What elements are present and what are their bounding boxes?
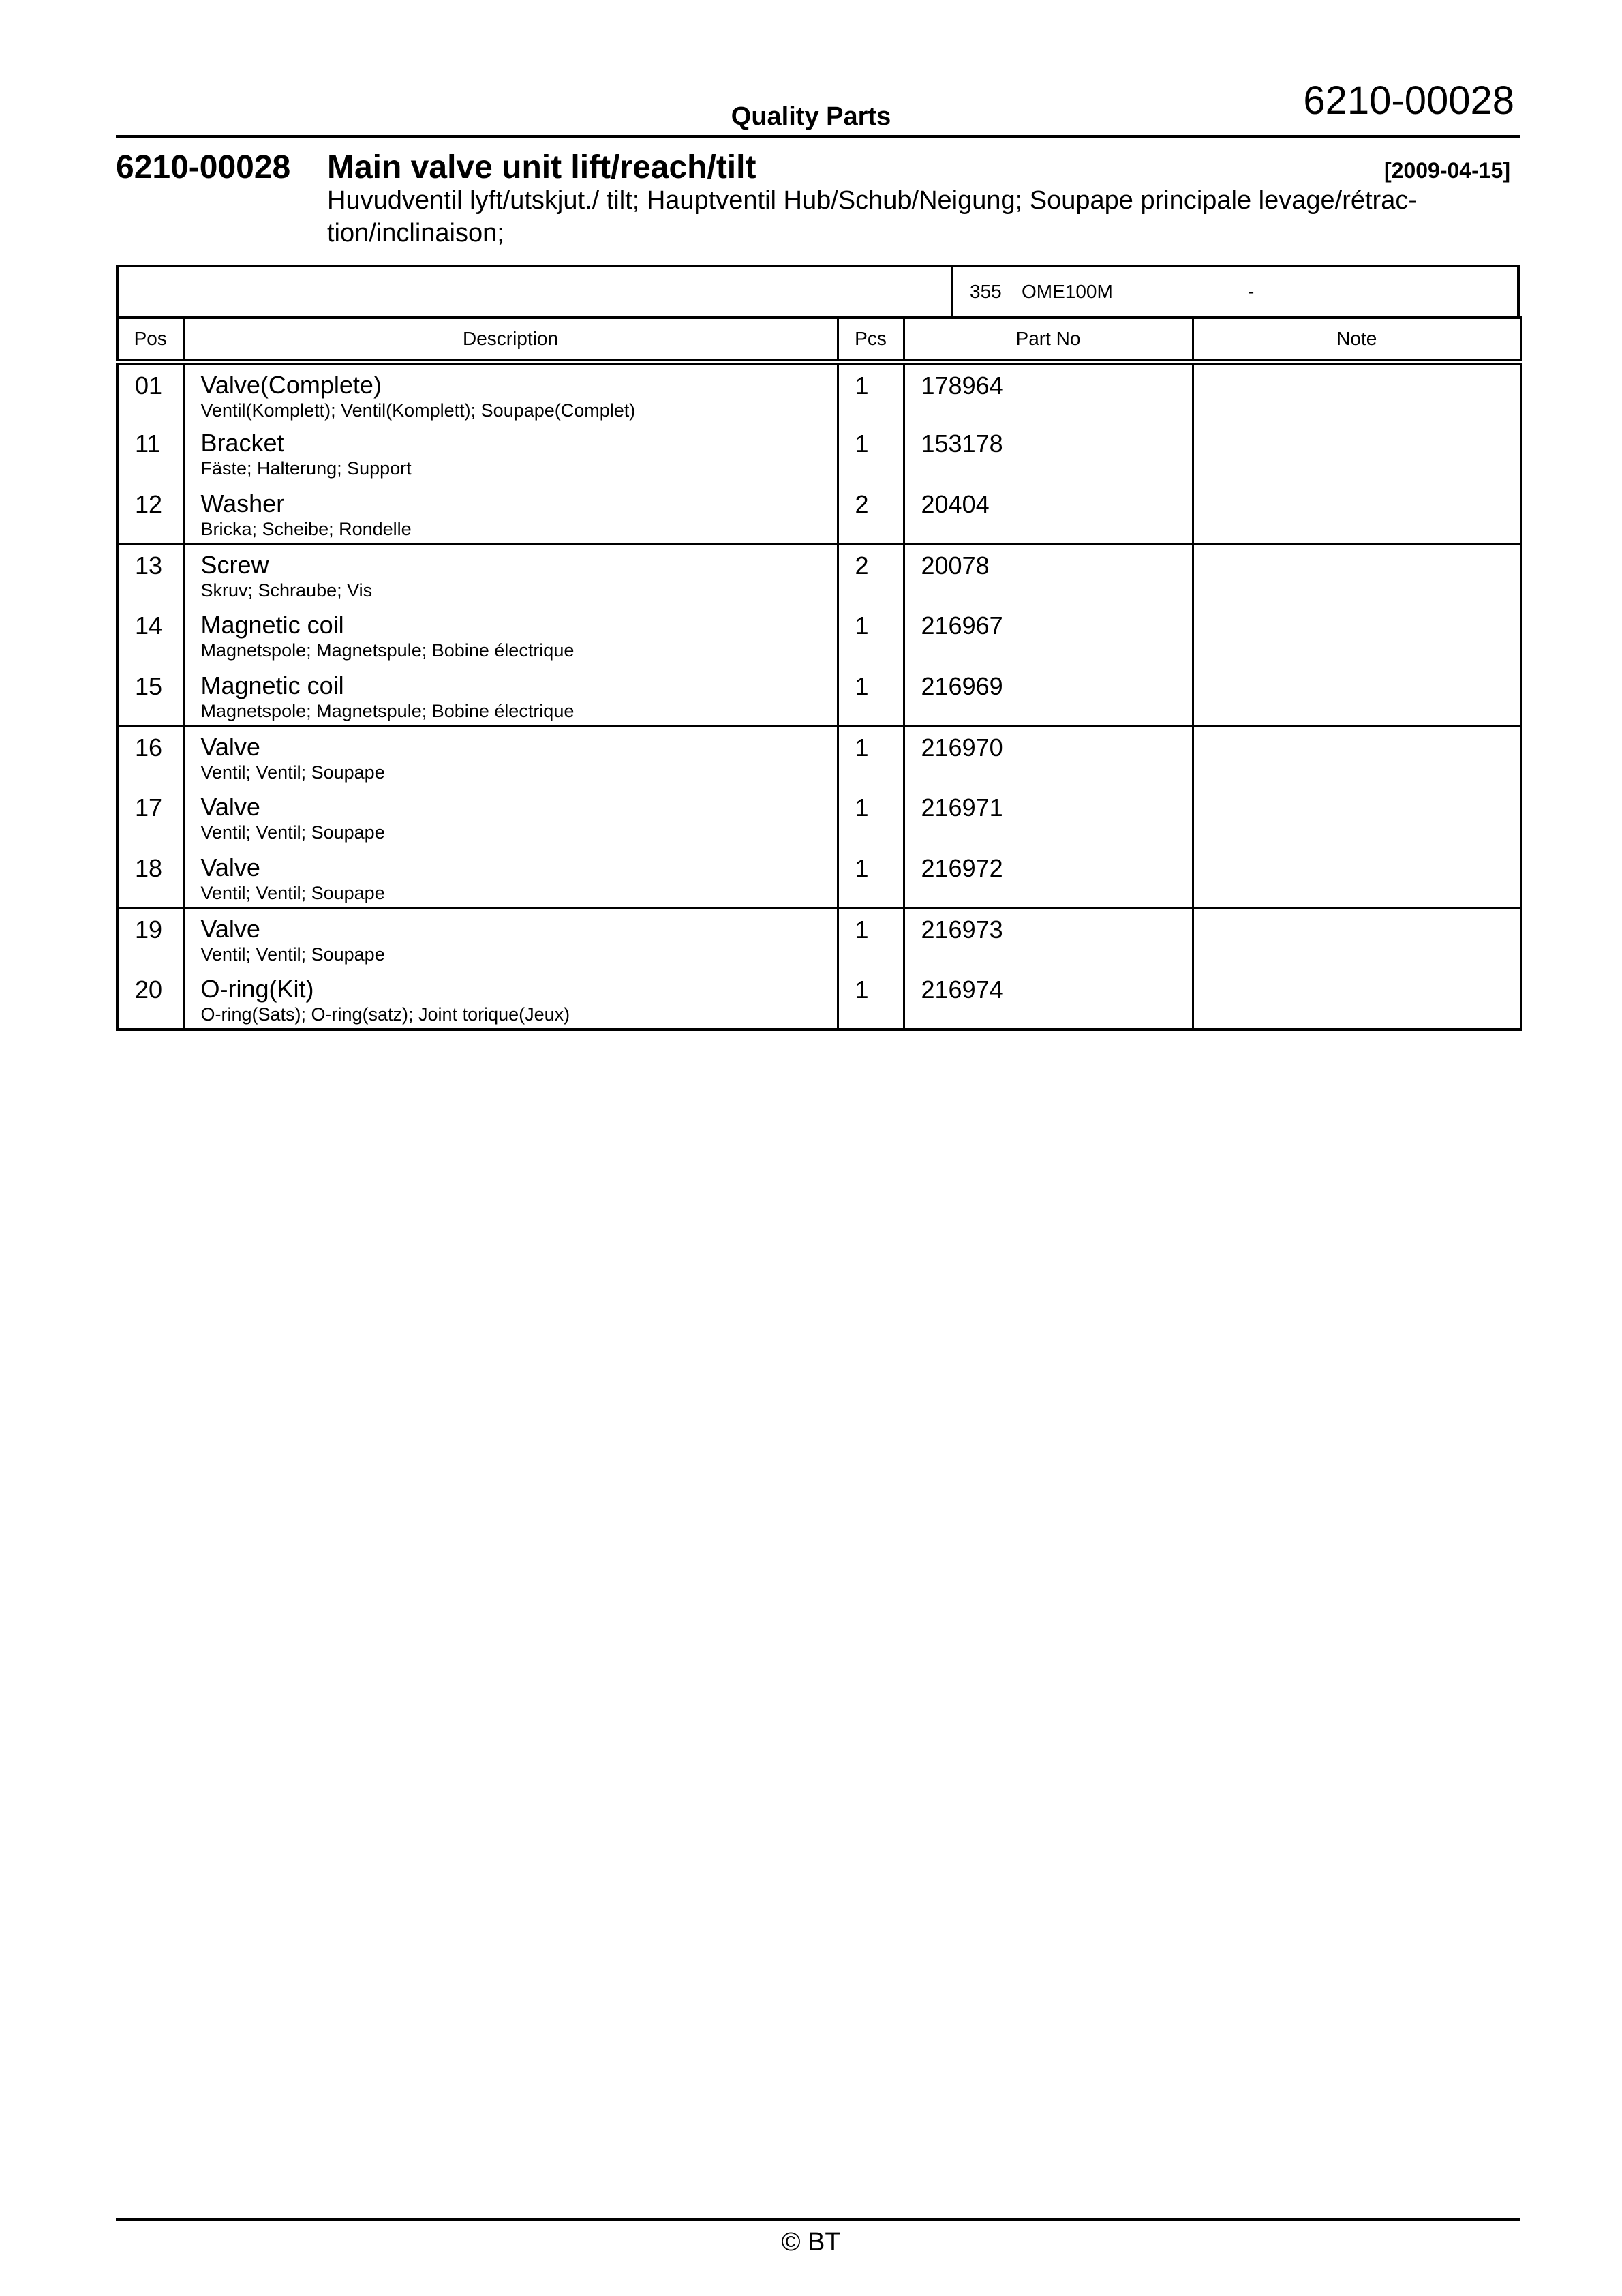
table-header-row bbox=[117, 318, 1521, 362]
row-pos: 19 bbox=[117, 908, 183, 969]
row-note bbox=[1193, 847, 1521, 908]
parts-table-body bbox=[117, 362, 1521, 1029]
row-desc-en: Valve bbox=[200, 915, 260, 943]
row-desc-en: Valve bbox=[200, 733, 260, 761]
row-part-no: 216971 bbox=[904, 787, 1193, 847]
row-pcs: 1 bbox=[838, 847, 904, 908]
table-row bbox=[117, 847, 1521, 908]
row-note bbox=[1193, 969, 1521, 1029]
row-pcs: 2 bbox=[838, 544, 904, 605]
header-part-code: 6210-00028 bbox=[1303, 78, 1514, 123]
row-part-no: 216970 bbox=[904, 726, 1193, 787]
table-row bbox=[117, 544, 1521, 605]
row-description bbox=[183, 362, 838, 423]
row-pos: 18 bbox=[117, 847, 183, 908]
row-desc-en: Magnetic coil bbox=[200, 610, 344, 639]
row-part-no: 216973 bbox=[904, 908, 1193, 969]
row-description bbox=[183, 483, 838, 544]
model-name: OME100M bbox=[1022, 281, 1113, 302]
row-desc-translations: Ventil; Ventil; Soupape bbox=[200, 944, 385, 965]
col-header-pcs: Pcs bbox=[838, 318, 904, 362]
part-title: Main valve unit lift/reach/tilt bbox=[327, 149, 756, 185]
row-part-no: 216969 bbox=[904, 665, 1193, 726]
row-description bbox=[183, 605, 838, 665]
col-header-pos: Pos bbox=[117, 318, 183, 362]
table-row bbox=[117, 423, 1521, 483]
table-row bbox=[117, 787, 1521, 847]
row-description bbox=[183, 847, 838, 908]
row-desc-translations: Ventil; Ventil; Soupape bbox=[200, 762, 385, 783]
part-date: [2009-04-15] bbox=[1384, 158, 1510, 183]
row-description bbox=[183, 544, 838, 605]
row-note bbox=[1193, 726, 1521, 787]
table-row bbox=[117, 969, 1521, 1029]
row-part-no: 216972 bbox=[904, 847, 1193, 908]
row-pcs: 1 bbox=[838, 787, 904, 847]
row-pcs: 1 bbox=[838, 726, 904, 787]
header-title: Quality Parts bbox=[731, 102, 891, 131]
row-desc-en: Valve bbox=[200, 792, 260, 821]
row-pos: 17 bbox=[117, 787, 183, 847]
row-note bbox=[1193, 787, 1521, 847]
row-desc-translations: Magnetspole; Magnetspule; Bobine électrique bbox=[200, 700, 575, 721]
row-pos: 14 bbox=[117, 605, 183, 665]
row-desc-en: O-ring(Kit) bbox=[200, 974, 314, 1003]
row-pcs: 2 bbox=[838, 483, 904, 544]
row-note bbox=[1193, 665, 1521, 726]
header-divider bbox=[116, 135, 1520, 138]
row-pos: 13 bbox=[117, 544, 183, 605]
row-description bbox=[183, 665, 838, 726]
row-note bbox=[1193, 544, 1521, 605]
row-desc-en: Washer bbox=[200, 489, 285, 517]
row-part-no: 20404 bbox=[904, 483, 1193, 544]
footer-divider bbox=[116, 2218, 1520, 2221]
row-pcs: 1 bbox=[838, 908, 904, 969]
row-desc-translations: Ventil; Ventil; Soupape bbox=[200, 821, 385, 843]
col-header-note: Note bbox=[1193, 318, 1521, 362]
row-desc-en: Valve(Complete) bbox=[200, 371, 382, 399]
row-pos: 11 bbox=[117, 423, 183, 483]
table-row bbox=[117, 908, 1521, 969]
row-description bbox=[183, 908, 838, 969]
row-desc-translations: Fäste; Halterung; Support bbox=[200, 457, 412, 479]
footer-copyright: © BT bbox=[781, 2228, 841, 2256]
row-desc-en: Bracket bbox=[200, 428, 284, 457]
row-pcs: 1 bbox=[838, 665, 904, 726]
table-row bbox=[117, 483, 1521, 544]
model-bar bbox=[116, 265, 1520, 316]
row-note bbox=[1193, 423, 1521, 483]
parts-table-container bbox=[116, 265, 1520, 1031]
parts-table bbox=[116, 316, 1522, 1031]
row-desc-translations: Ventil; Ventil; Soupape bbox=[200, 882, 385, 903]
row-desc-translations: O-ring(Sats); O-ring(satz); Joint torique(Jeux) bbox=[200, 1003, 570, 1025]
table-row bbox=[117, 665, 1521, 726]
row-part-no: 216974 bbox=[904, 969, 1193, 1029]
model-number: 355 bbox=[970, 281, 1002, 302]
table-row bbox=[117, 362, 1521, 423]
row-desc-translations: Magnetspole; Magnetspule; Bobine électrique bbox=[200, 639, 575, 661]
row-note bbox=[1193, 483, 1521, 544]
row-description bbox=[183, 726, 838, 787]
row-desc-translations: Bricka; Scheibe; Rondelle bbox=[200, 518, 412, 539]
row-pcs: 1 bbox=[838, 423, 904, 483]
row-part-no: 216967 bbox=[904, 605, 1193, 665]
row-note bbox=[1193, 362, 1521, 423]
row-desc-en: Valve bbox=[200, 853, 260, 881]
row-part-no: 178964 bbox=[904, 362, 1193, 423]
row-description bbox=[183, 423, 838, 483]
row-description bbox=[183, 787, 838, 847]
row-pos: 16 bbox=[117, 726, 183, 787]
row-pos: 01 bbox=[117, 362, 183, 423]
table-row bbox=[117, 726, 1521, 787]
row-part-no: 20078 bbox=[904, 544, 1193, 605]
row-desc-en: Magnetic coil bbox=[200, 671, 344, 699]
row-pos: 12 bbox=[117, 483, 183, 544]
row-desc-en: Screw bbox=[200, 551, 269, 579]
row-pos: 20 bbox=[117, 969, 183, 1029]
model-cell bbox=[951, 267, 1517, 316]
table-row bbox=[117, 605, 1521, 665]
row-pos: 15 bbox=[117, 665, 183, 726]
part-number: 6210-00028 bbox=[116, 149, 291, 185]
row-pcs: 1 bbox=[838, 969, 904, 1029]
row-desc-translations: Skruv; Schraube; Vis bbox=[200, 580, 373, 601]
row-note bbox=[1193, 605, 1521, 665]
row-pcs: 1 bbox=[838, 605, 904, 665]
row-description bbox=[183, 969, 838, 1029]
part-translations: Huvudventil lyft/utskjut./ tilt; Hauptventil Hub/Schub/Neigung; Soupape principale levage/rétrac-tion/inclinaison; bbox=[327, 186, 1417, 247]
row-pcs: 1 bbox=[838, 362, 904, 423]
row-desc-translations: Ventil(Komplett); Ventil(Komplett); Soupape(Complet) bbox=[200, 400, 636, 421]
model-dash: - bbox=[1248, 281, 1255, 302]
row-note bbox=[1193, 908, 1521, 969]
row-part-no: 153178 bbox=[904, 423, 1193, 483]
col-header-part-no: Part No bbox=[904, 318, 1193, 362]
col-header-description: Description bbox=[183, 318, 838, 362]
